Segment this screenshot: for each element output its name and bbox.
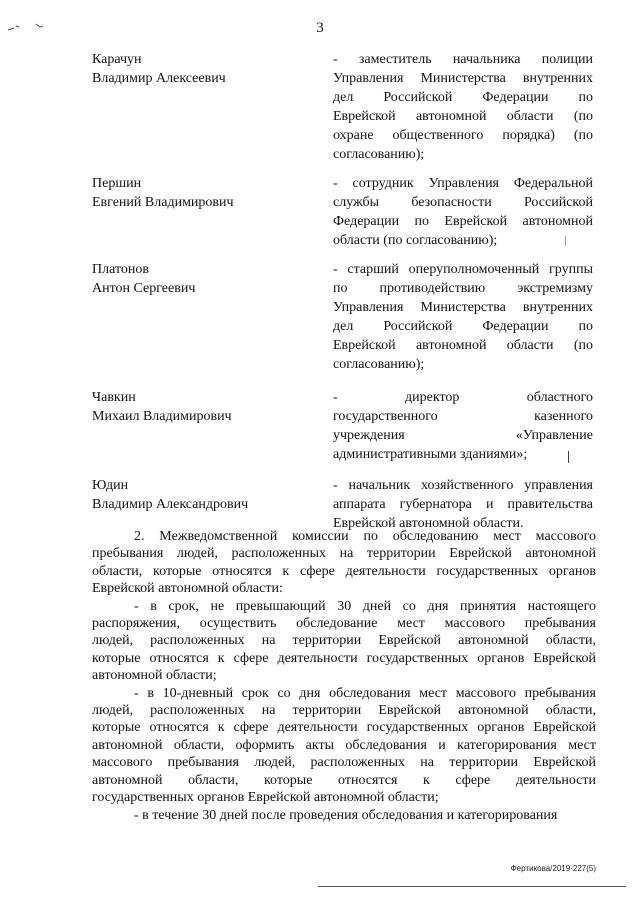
text-line: автономной области, оформить акты обследования и категорирования мест [92,737,596,753]
role-line: согласованию); [333,147,425,162]
role-line: учреждения «Управление [333,428,593,443]
member-given-names: Владимир Александрович [92,497,249,512]
role-line: службы безопасности Российской [333,195,593,210]
text-line: автономной области; [92,668,217,684]
member-entry [0,174,640,264]
role-line: Еврейской автономной области (по [333,109,593,124]
role-line: охране общественного порядка) (по [333,128,593,143]
member-surname: Чавкин [92,390,136,405]
member-role [333,260,593,374]
text-line: Еврейской автономной области: [92,581,283,597]
text-line: - в течение 30 дней после проведения обследования и категорирования [134,807,558,823]
commission-members-list [0,50,640,546]
member-entry [0,50,640,166]
role-line: - сотрудник Управления Федеральной [333,176,593,191]
member-surname: Карачун [92,52,142,67]
paragraph-survey-deadline [92,598,596,685]
member-surname: Платонов [92,262,149,277]
member-name [92,50,322,88]
role-line: - заместитель начальника полиции [333,52,593,67]
role-line: аппарата губернатора и правительства [333,497,593,512]
role-line: - старший оперуполномоченный группы [333,262,593,277]
member-entry [0,260,640,376]
member-given-names: Антон Сергеевич [92,281,196,296]
paragraph-acts-deadline [92,685,596,807]
role-line: дел Российской Федерации по [333,319,593,334]
bottom-scan-line [318,886,626,887]
member-role [333,50,593,164]
member-role [333,476,593,533]
member-given-names: Владимир Алексеевич [92,71,226,86]
member-given-names: Евгений Владимирович [92,195,234,210]
member-name [92,260,322,298]
member-name [92,174,322,212]
role-line: Еврейской автономной области (по [333,338,593,353]
role-line: - директор областного [333,390,593,405]
role-line: области (по согласованию); [333,233,498,248]
scan-artifact-tick [568,451,569,463]
member-name [92,388,322,426]
role-line: административными зданиями»; [333,447,528,462]
scan-artifact-mark [6,22,46,32]
text-line: распоряжения, осуществить обследование мест массового пребывания [92,616,596,632]
member-surname: Першин [92,176,142,191]
role-line: по противодействию экстремизму [333,281,593,296]
text-line: массового пребывания людей, расположенных на территории Еврейской [92,755,596,771]
text-line: которые относятся к сфере деятельности государственных органов Еврейской [92,650,596,666]
page-number: 3 [316,20,324,36]
role-line: Федерации по Еврейской автономной [333,214,593,229]
role-line: государственного казенного [333,409,593,424]
text-line: людей, расположенных на территории Еврейской автономной области, [92,703,596,719]
text-line: 2. Межведомственной комиссии по обследованию мест массового [134,529,596,544]
role-line: Еврейской автономной области. [333,516,524,531]
scan-artifact-tick [565,236,566,246]
document-body [92,528,596,824]
text-line: пребывания людей, расположенных на территории Еврейской автономной [92,546,596,562]
role-line: Управления Министерства внутренних [333,71,593,86]
paragraph-commission-assignment [92,528,596,598]
member-name [92,476,322,514]
role-line: согласованию); [333,357,425,372]
text-line: государственных органов Еврейской автономной области; [92,790,439,806]
role-line: Управления Министерства внутренних [333,300,593,315]
text-line: - в срок, не превышающий 30 дней со дня принятия настоящего [134,598,596,614]
role-line: дел Российской Федерации по [333,90,593,105]
text-line: - в 10-дневный срок со дня обследования мест массового пребывания [134,685,596,701]
document-footer-code: Фертикова/2019-227(5) [510,864,596,873]
member-entry [0,388,640,476]
member-role [333,174,593,250]
text-line: которые относятся к сфере деятельности государственных органов Еврейской [92,720,596,736]
member-role [333,388,593,464]
text-line: автономной области, которые относятся к сфере деятельности [92,772,596,788]
role-line: - начальник хозяйственного управления [333,478,593,493]
member-surname: Юдин [92,478,129,493]
text-line: людей, расположенных на территории Еврейской автономной области, [92,633,596,649]
member-given-names: Михаил Владимирович [92,409,232,424]
paragraph-after-survey [92,807,596,824]
text-line: области, которые относятся к сфере деятельности государственных органов [92,563,596,579]
